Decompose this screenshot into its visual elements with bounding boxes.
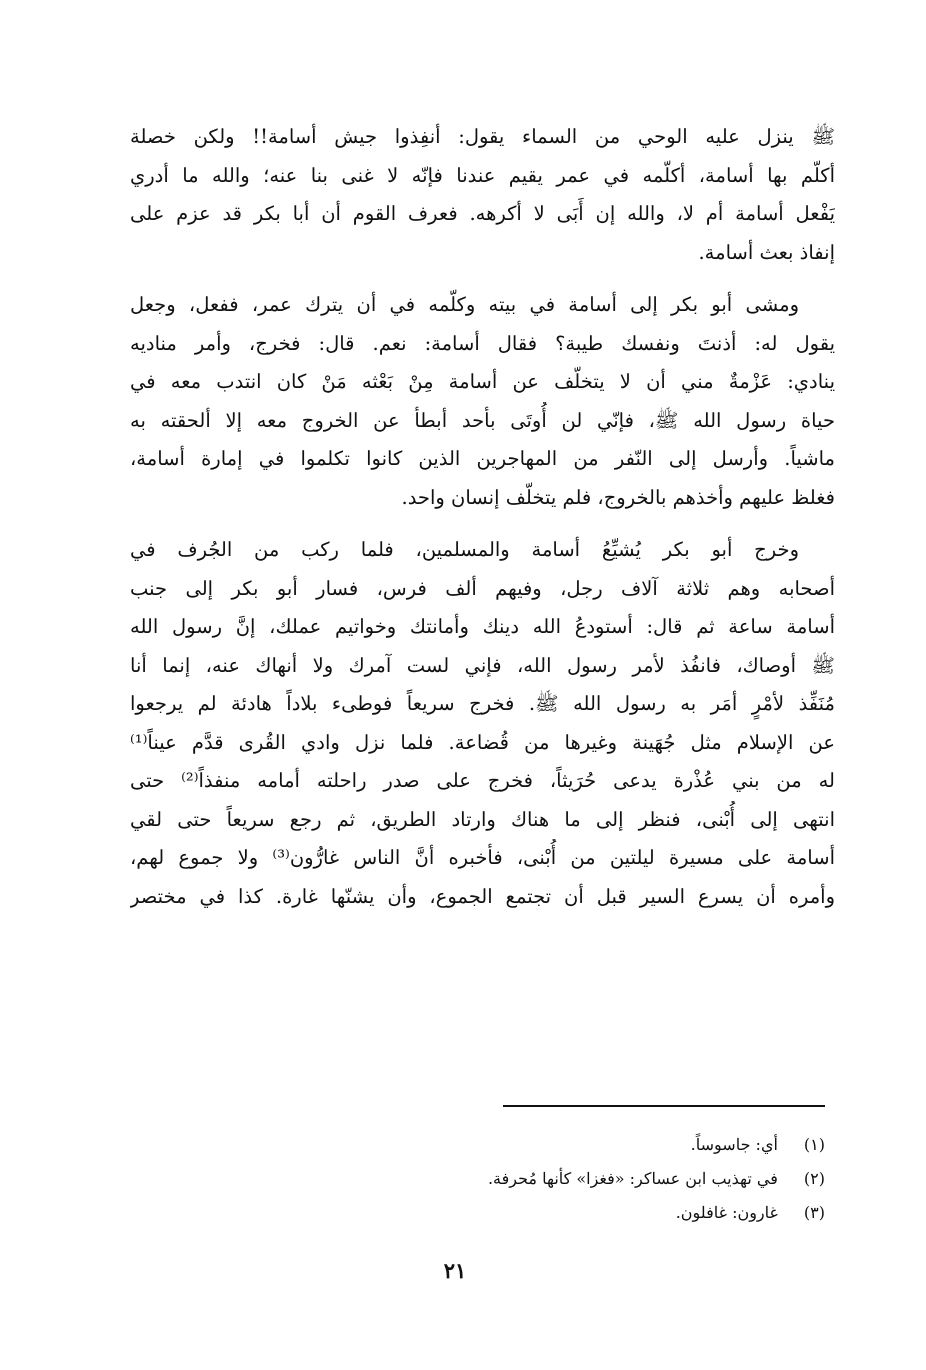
paragraph-1: [130, 118, 835, 272]
body-text: [130, 118, 835, 930]
text-line: أكلّم بها أسامة، أكلّمه في عمر يقيم عندنا فإنّه لا غنى بنا عنه؛ والله ما أدري: [130, 163, 835, 187]
text-line: له من بني عُذْرة يدعى حُرَيثاً، فخرج على صدر راحلته أمامه منفذاً⁽²⁾ حتى: [130, 769, 835, 792]
footnote-number: (١): [803, 1135, 825, 1154]
text-line: مُنَفِّذ لأمْرٍ أمَر به رسول الله ﷺ. فخرج سريعاً فوطىء بلاداً هادئة لم يرجعوا: [130, 692, 835, 715]
text-line: ماشياً. وأرسل إلى النّفر من المهاجرين الذين كانوا تكلموا في إمارة أسامة،: [130, 447, 835, 470]
paragraph-3: [130, 531, 835, 916]
text-line: يقول له: أذنتَ ونفسك طيبة؟ فقال أسامة: نعم. قال: فخرج، وأمر مناديه: [130, 331, 835, 355]
footnote: [330, 1128, 825, 1162]
text-line: انتهى إلى أُبْنى، فنظر إلى ما هناك وارتاد الطريق، ثم رجع سريعاً حتى لقي: [130, 807, 835, 831]
footnote-divider: [503, 1105, 825, 1107]
text-line: أصحابه وهم ثلاثة آلاف رجل، وفيهم ألف فرس، فسار أبو بكر إلى جنب: [130, 576, 835, 600]
text-line: ومشى أبو بكر إلى أسامة في بيته وكلّمه في أن يترك عمر، ففعل، وجعل: [130, 293, 799, 316]
footnote-text: في تهذيب ابن عساكر: «فغزا» كأنها مُحرفة.: [487, 1169, 778, 1188]
paragraph-2: [130, 286, 835, 517]
footnote-number: (٢): [803, 1169, 825, 1188]
footnote: [330, 1162, 825, 1196]
text-line: إنفاذ بعث أسامة.: [698, 240, 835, 264]
text-line: وأمره أن يسرع السير قبل أن تجتمع الجموع، وأن يشنّها غارة. كذا في مختصر: [130, 884, 835, 908]
text-line: أسامة ساعة ثم قال: أستودعُ الله دينك وأمانتك وخواتيم عملك، إنَّ رسول الله: [130, 615, 835, 638]
text-line: أسامة على مسيرة ليلتين من أُبْنى، فأخبره أنَّ الناس غارُّون⁽³⁾ ولا جموع لهم،: [130, 846, 835, 869]
text-line: عن الإسلام مثل جُهَينة وغيرها من قُضاعة. فلما نزل وادي القُرى قدَّم عيناً⁽¹⁾: [130, 730, 835, 754]
text-line: فغلظ عليهم وأخذهم بالخروج، فلم يتخلّف إنسان واحد.: [401, 485, 835, 509]
text-line: يَفْعل أسامة أم لا، والله إن أَبَى لا أكرهه. فعرف القوم أن أبا بكر قد عزم على: [130, 202, 835, 225]
text-line: ينادي: عَزْمةٌ مني أن لا يتخلّف عن أسامة مِنْ بَعْثه مَنْ كان انتدب معه في: [130, 370, 835, 393]
text-line: ﷺ أوصاك، فانفُذ لأمر رسول الله، فإني لست آمرك ولا أنهاك عنه، إنما أنا: [130, 653, 835, 677]
footnote-text: غارون: غافلون.: [675, 1203, 778, 1222]
text-line: ﷺ ينزل عليه الوحي من السماء يقول: أنفِذوا جيش أسامة!! ولكن خصلة: [130, 125, 835, 148]
footnote-text: أي: جاسوساً.: [690, 1135, 778, 1154]
footnotes: [330, 1128, 825, 1230]
footnote: [330, 1196, 825, 1230]
footnote-number: (٣): [803, 1203, 825, 1222]
text-line: حياة رسول الله ﷺ، فإنّي لن أُوتَى بأحد أبطأ عن الخروج معه إلا ألحقته به: [130, 408, 835, 432]
page-number: ٢١: [443, 1258, 467, 1283]
text-line: وخرج أبو بكر يُشيِّعُ أسامة والمسلمين، فلما ركب من الجُرف في: [130, 538, 799, 561]
